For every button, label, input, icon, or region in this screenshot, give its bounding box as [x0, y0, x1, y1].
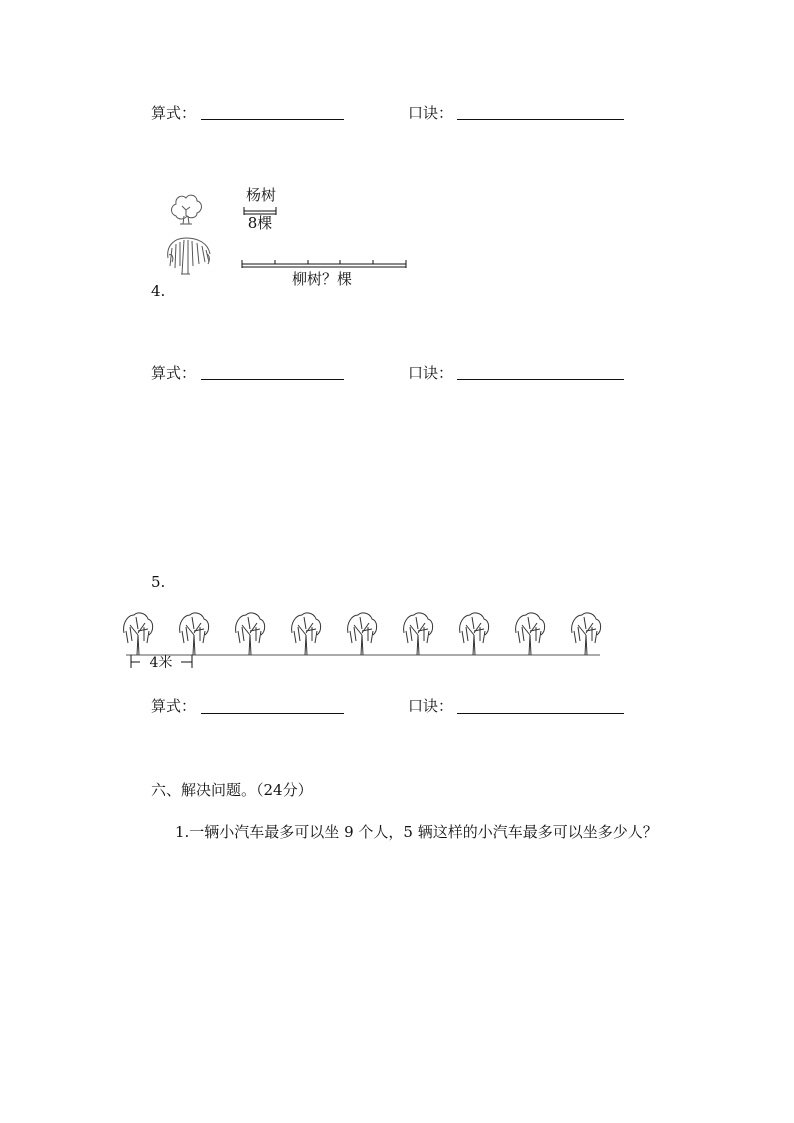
problem4-figure: [150, 180, 420, 290]
tree-icon: [292, 613, 321, 655]
tree-icon: [572, 613, 601, 655]
rhyme-label-3: 口诀：: [408, 697, 454, 715]
willow-bar: [242, 260, 406, 268]
section6-question-1: 1.一辆小汽车最多可以坐 9 个人，5 辆这样的小汽车最多可以坐多少人？: [175, 823, 658, 841]
problem5-figure: [118, 608, 608, 674]
tree-icon: [460, 613, 489, 655]
tree-icon: [236, 613, 265, 655]
formula-label-1: 算式：: [151, 104, 197, 122]
willow-label: 柳树？棵: [291, 270, 353, 288]
rhyme-label-2: 口诀：: [408, 364, 454, 382]
poplar-count: 8棵: [247, 214, 273, 232]
rhyme-blank-1[interactable]: [457, 119, 624, 120]
section6-heading: 六、解决问题。（24分）: [151, 781, 313, 799]
tree-icon: [516, 613, 545, 655]
tree-icon: [180, 613, 209, 655]
tree-icon: [404, 613, 433, 655]
formula-blank-3[interactable]: [201, 713, 344, 714]
rhyme-blank-3[interactable]: [457, 713, 624, 714]
formula-blank-1[interactable]: [201, 119, 344, 120]
tree-icon: [348, 613, 377, 655]
poplar-tree-icon: [172, 195, 202, 224]
willow-tree-icon: [168, 238, 210, 274]
problem4-number: 4.: [151, 282, 166, 300]
problem5-number: 5.: [151, 573, 166, 591]
rhyme-blank-2[interactable]: [457, 379, 624, 380]
formula-label-3: 算式：: [151, 697, 197, 715]
formula-label-2: 算式：: [151, 364, 197, 382]
rhyme-label-1: 口诀：: [408, 104, 454, 122]
formula-blank-2[interactable]: [201, 379, 344, 380]
tree-icon: [124, 613, 153, 655]
poplar-label: 杨树: [245, 186, 277, 204]
spacing-label: 4米: [149, 655, 173, 671]
